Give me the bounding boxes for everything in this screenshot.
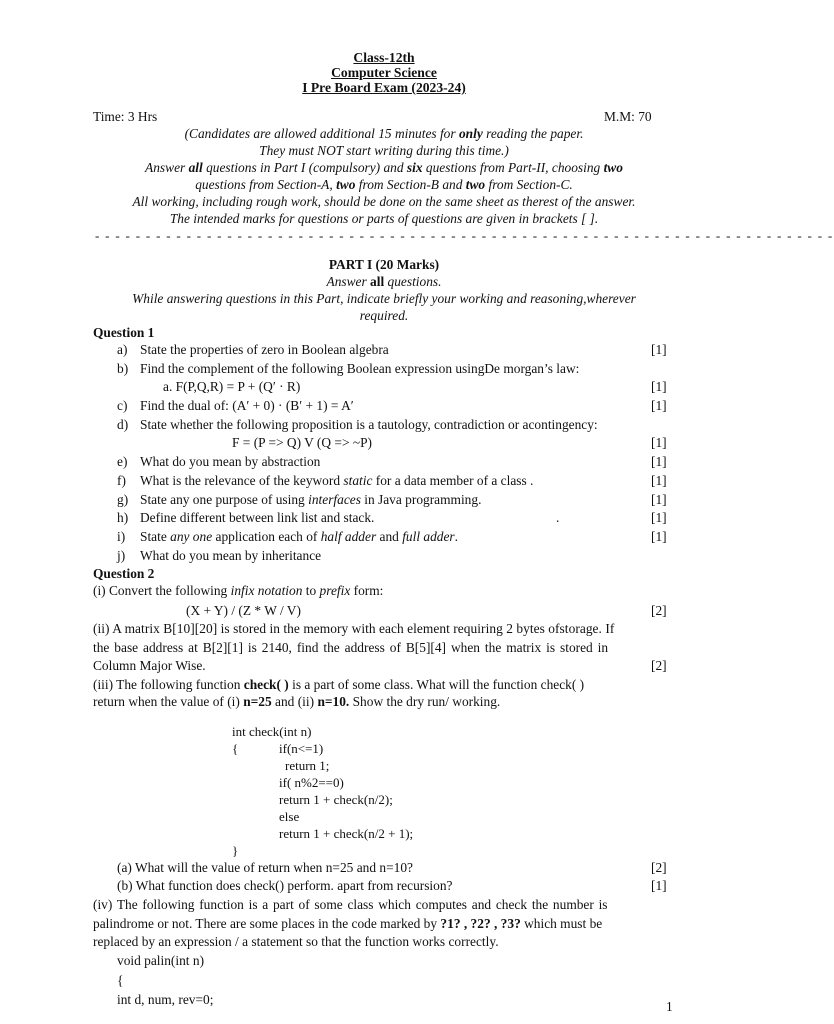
q1-item-f: f) What is the relevance of the keyword static for a data member of a class . [1] — [117, 472, 667, 488]
instruction-line-3: Answer all questions in Part I (compulsory) and six questions from Part-II, choosing two — [145, 160, 623, 175]
part1-note-2: required. — [359, 308, 409, 323]
q1-item-h: h) Define different between link list and stack. . [1] — [117, 510, 667, 526]
max-marks-label: M.M: 70 — [604, 109, 652, 124]
code-line: return 1 + check(n/2); — [279, 792, 393, 808]
code-line: return 1 + check(n/2 + 1); — [279, 826, 414, 842]
q1-item-i: i) State any one application each of half adder and full adder. [1] — [117, 528, 667, 544]
q2-part-i: (i) Convert the following infix notation to prefix form: — [93, 583, 384, 599]
part1-title: PART I (20 Marks) — [328, 257, 440, 272]
q2-part-iv-line-2: palindrome or not. There are some places in the code marked by ?1? , ?2? , ?3? which must be — [93, 916, 603, 932]
page-number: 1 — [666, 999, 673, 1014]
check-function-code — [0, 723, 768, 859]
code-line: } — [232, 843, 239, 859]
q2-part-ii-line-1: (ii) A matrix B[10][20] is stored in the memory with each element requiring 2 bytes ofstorage. If — [93, 621, 615, 637]
time-label: Time: 3 Hrs — [93, 109, 158, 124]
part1-note-1: While answering questions in this Part, indicate briefly your working and reasoning,wherever — [132, 291, 636, 306]
q2-part-iv-line-1: (iv) The following function is a part of some class which computes and check the number is — [93, 897, 608, 913]
q2-part-ii-line-2: the base address at B[2][1] is 2140, find the address of B[5][4] when the matrix is stored in — [93, 640, 609, 656]
part1-answer-all: Answer all questions. — [326, 274, 442, 289]
q1-item-g: g) State any one purpose of using interfaces in Java programming. [1] — [117, 491, 667, 507]
q1-item-j: j) What do you mean by inheritance — [117, 547, 322, 563]
code-line: { — [117, 973, 124, 989]
instruction-line-2: They must NOT start writing during this time.) — [259, 143, 509, 158]
code-line: else — [279, 809, 300, 825]
q1-item-a: a) State the properties of zero in Boolean algebra [1] — [117, 342, 667, 357]
exam-heading: I Pre Board Exam (2023-24) — [302, 80, 466, 95]
question-1-heading: Question 1 — [93, 325, 155, 340]
class-heading: Class-12th — [353, 50, 415, 65]
q2-part-iii-line-1: (iii) The following function check( ) is a part of some class. What will the function check( ) — [93, 677, 585, 693]
code-line: return 1; — [285, 758, 330, 774]
code-line: { if(n<=1) — [232, 741, 324, 757]
subject-heading: Computer Science — [331, 65, 437, 80]
q1-item-b-sub: a. F(P,Q,R) = P + (Q′ · R) [1] — [163, 379, 667, 395]
code-line: int d, num, rev=0; — [117, 992, 214, 1008]
time-marks-row — [0, 108, 768, 125]
q2-part-iv-line-3: replaced by an expression / a statement so that the function works correctly. — [93, 934, 499, 950]
code-line: int check(int n) — [232, 724, 312, 740]
q2-part-i-expression: (X + Y) / (Z * W / V) [2] — [186, 603, 667, 619]
code-line: void palin(int n) — [117, 953, 205, 969]
q1-item-c: c) Find the dual of: (A′ + 0) · (B′ + 1) = A′ [1] — [117, 398, 667, 414]
q1-item-d: d) State whether the following proposition is a tautology, contradiction or acontingency: — [117, 416, 598, 432]
q2-part-ii-line-3: Column Major Wise. [2] — [93, 658, 667, 674]
q1-item-e: e) What do you mean by abstraction [1] — [117, 454, 667, 470]
q1-item-b: b) Find the complement of the following Boolean expression usingDe morgan’s law: — [117, 360, 580, 376]
q2-sub-a: (a) What will the value of return when n=25 and n=10? [2] — [117, 860, 667, 876]
question-2-heading: Question 2 — [93, 566, 155, 582]
code-line: if( n%2==0) — [279, 775, 344, 791]
instruction-line-5: All working, including rough work, should be done on the same sheet as therest of the answer. — [132, 194, 636, 209]
dashed-divider: - - - - - - - - - - - - - - - - - - - - - - - - - - - - - - - - - - - - - - - - - - - - - - - - - - - - - - - - - - - - - - - - - - - - - - - - - — [95, 228, 834, 243]
instruction-line-6: The intended marks for questions or parts of questions are given in brackets [ ]. — [169, 211, 599, 226]
instruction-line-1: (Candidates are allowed additional 15 minutes for only reading the paper. — [184, 126, 584, 141]
q2-part-iii-line-2: return when the value of (i) n=25 and (ii) n=10. Show the dry run/ working. — [93, 694, 501, 710]
q2-sub-b: (b) What function does check() perform. apart from recursion? [1] — [117, 878, 667, 894]
instruction-line-4: questions from Section-A, two from Section-B and two from Section-C. — [195, 177, 573, 192]
q1-item-d-sub: F = (P => Q) V (Q => ~P) [1] — [232, 435, 667, 451]
